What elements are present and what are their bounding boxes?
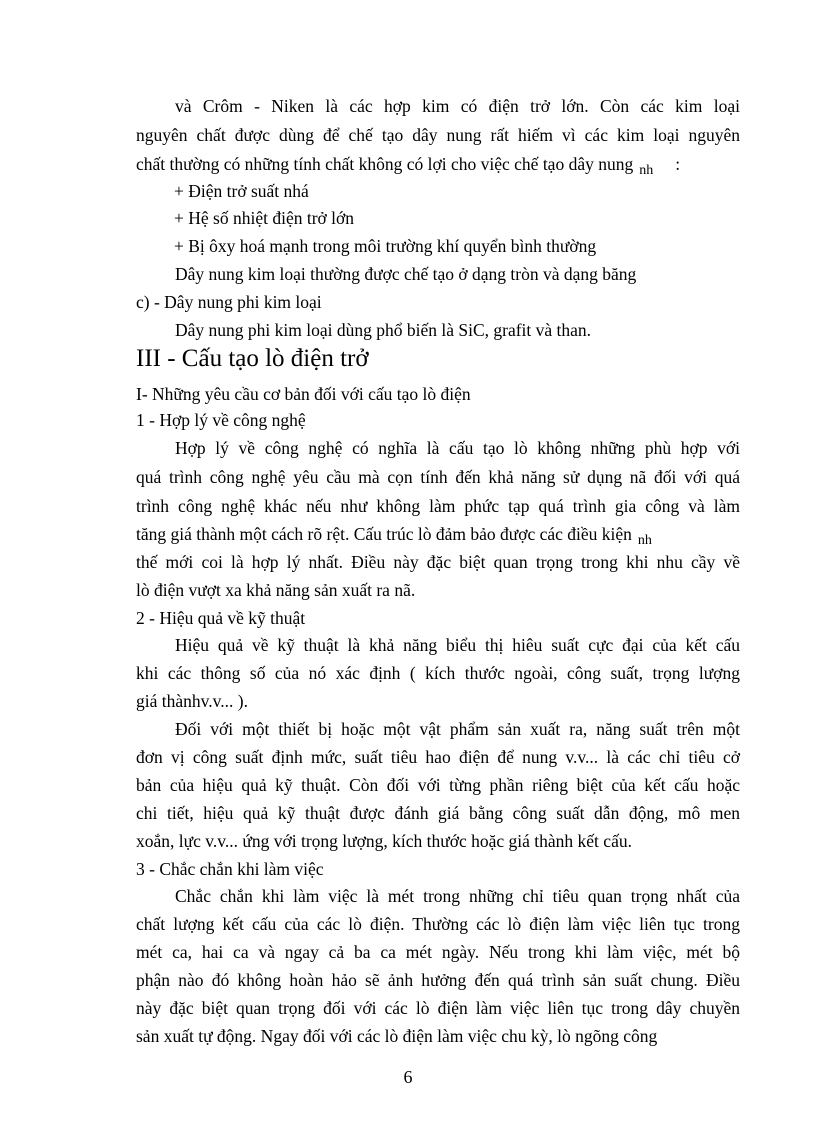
subsection-title: 1 - Hợp lý về công nghệ bbox=[136, 410, 306, 430]
text-line: nguyên chất được dùng để chế tạo dây nung rất hiếm vì các kim loại nguyên bbox=[136, 125, 740, 145]
subsection-title: c) - Dây nung phi kim loại bbox=[136, 292, 322, 312]
subsection-title: 2 - Hiệu quả về kỹ thuật bbox=[136, 608, 306, 628]
text-line: Dây nung phi kim loại dùng phổ biến là SiC, grafit và than. bbox=[175, 320, 592, 340]
text-line: trình công nghệ khác nếu như không làm phức tạp quá trình gia công và làm bbox=[136, 496, 740, 516]
subscript-note: nh bbox=[637, 533, 652, 548]
subsection-title: 3 - Chắc chắn khi làm việc bbox=[136, 859, 324, 879]
text-line-content: chất thường có những tính chất không có lợi cho việc chế tạo dây nung bbox=[136, 154, 634, 174]
bullet-item: + Bị ôxy hoá mạnh trong môi trường khí quyển bình thường bbox=[174, 236, 597, 256]
text-line: mét ca, hai ca và ngay cả ba ca mét ngày. Nếu trong khi làm việc, mét bộ bbox=[136, 942, 740, 962]
text-line: bản của hiệu quả kỹ thuật. Còn đối với từng phần riêng biệt của kết cấu hoặc bbox=[136, 775, 740, 795]
text-line: chi tiết, hiệu quả kỹ thuật được đánh giá bằng công suất dẫn động, mô men bbox=[136, 803, 740, 823]
text-line: xoắn, lực v.v... ứng với trọng lượng, kích thước hoặc giá thành kết cấu. bbox=[136, 831, 632, 851]
text-line-content: tăng giá thành một cách rõ rệt. Cấu trúc lò đảm bảo được các điều kiện bbox=[136, 524, 632, 544]
bullet-item: + Điện trở suất nhá bbox=[174, 181, 309, 201]
text-line bbox=[136, 152, 740, 179]
text-line: Hợp lý về công nghệ có nghĩa là cấu tạo lò không những phù hợp với bbox=[175, 438, 740, 458]
subsection-heading: I- Những yêu cầu cơ bản đối với cấu tạo lò điện bbox=[136, 384, 471, 404]
bullet-item: + Hệ số nhiệt điện trở lớn bbox=[174, 208, 355, 228]
text-line: chất lượng kết cấu của các lò điện. Thường các lò điện làm việc liên tục trong bbox=[136, 914, 740, 934]
text-line: đơn vị công suất định mức, suất tiêu hao điện để nung v.v... là các chỉ tiêu cở bbox=[136, 747, 740, 767]
text-line bbox=[136, 522, 740, 549]
text-line: thế mới coi là hợp lý nhất. Điều này đặc biệt quan trọng trong khi nhu cầy về bbox=[136, 552, 740, 572]
text-line: Chắc chắn khi làm việc là mét trong những chỉ tiêu quan trọng nhất của bbox=[175, 886, 740, 906]
text-line: quá trình công nghệ yêu cầu mà cọn tính đến khả năng sử dụng nã đối với quá bbox=[136, 467, 740, 487]
text-line: lò điện vượt xa khả năng sản xuất ra nã. bbox=[136, 580, 416, 600]
text-line: Đối với một thiết bị hoặc một vật phẩm sản xuất ra, năng suất trên một bbox=[175, 719, 740, 739]
section-heading: III - Cấu tạo lò điện trở bbox=[136, 345, 369, 372]
text-line: phận nào đó không hoàn hảo sẽ ảnh hưởng đến quá trình sản suất chung. Điều bbox=[136, 970, 740, 990]
subscript-note: nh bbox=[639, 163, 654, 178]
text-line: khi các thông số của nó xác định ( kích thước ngoài, công suất, trọng lượng bbox=[136, 663, 740, 683]
text-line: giá thànhv.v... ). bbox=[136, 691, 248, 711]
text-line: Dây nung kim loại thường được chế tạo ở dạng tròn và dạng băng bbox=[175, 264, 637, 284]
text-line: sản xuất tự động. Ngay đối với các lò điện làm việc chu kỳ, lò ngõng công bbox=[136, 1026, 658, 1046]
text-line: này đặc biệt quan trọng đối với các lò điện làm việc liên tục trong dây chuyền bbox=[136, 998, 740, 1018]
colon: : bbox=[675, 154, 681, 174]
page-number: 6 bbox=[403, 1067, 413, 1087]
text-line: Hiệu quả về kỹ thuật là khả năng biểu thị hiêu suất cực đại của kết cấu bbox=[175, 635, 740, 655]
text-line: và Crôm - Niken là các hợp kim có điện trở lớn. Còn các kim loại bbox=[175, 96, 740, 116]
